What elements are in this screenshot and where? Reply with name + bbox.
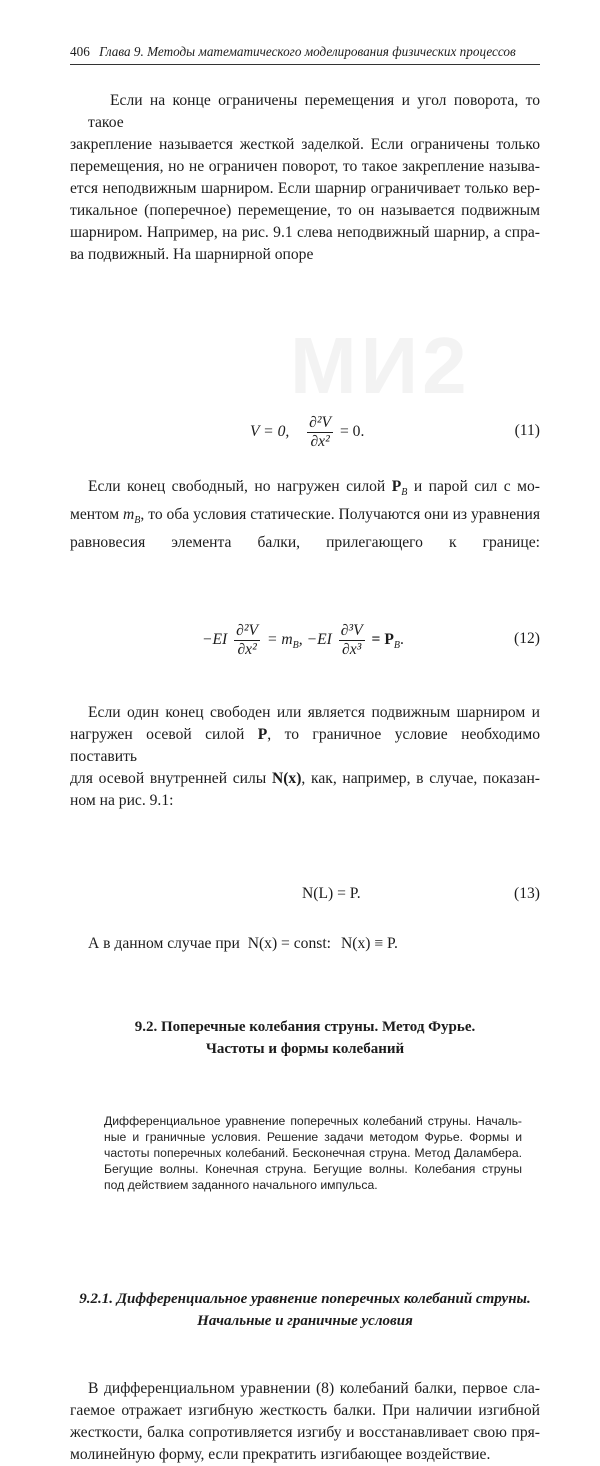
- paragraph-line: ва подвижный. На шарнирной опоре: [70, 246, 314, 263]
- equation-13: [70, 885, 540, 907]
- section-abstract: [104, 1113, 522, 1193]
- page-number: 406: [70, 44, 90, 59]
- subsection-title-line: Начальные и граничные условия: [197, 1313, 413, 1330]
- fraction-denominator: ∂x²: [310, 433, 330, 450]
- symbol-P: P: [391, 478, 402, 495]
- section-title: [70, 1016, 540, 1060]
- equation-body: N(L) = P.: [302, 885, 361, 903]
- eq-right: = 0.: [339, 423, 365, 441]
- paragraph-line: перемещения, но не ограничен поворот, то такое закрепление называ-: [70, 158, 540, 175]
- subsection-title: [70, 1288, 540, 1332]
- paragraph-line: тикальное (поперечное) перемещение, то он называется подвижным: [70, 202, 540, 219]
- equation-number: (11): [514, 422, 540, 439]
- section-title-line: Частоты и формы колебаний: [205, 1041, 405, 1058]
- abstract-line: частоты поперечных колебаний. Бесконечная струна. Метод Даламбера.: [104, 1146, 522, 1161]
- equation-body: −EI $\frac{\text{∂²V}}{\text{∂x²}}$ = $m_B$, −EI $\frac{\text{∂³V}}{\text{∂x³}}$ = $P_B$.: [202, 622, 404, 659]
- paragraph-2: [70, 476, 540, 554]
- paragraph-line: для осевой внутренней силы N(x), как, например, в случае, показан-: [70, 770, 540, 788]
- paragraph-line: В дифференциальном уравнении (8) колебаний балки, первое сла-: [88, 1380, 540, 1398]
- paragraph-line: закрепление называется жесткой заделкой. Если ограничены только: [70, 136, 540, 153]
- equation-11: [70, 414, 540, 454]
- paragraph-line: Если один конец свободен или является подвижным шарниром и: [88, 704, 540, 722]
- symbol-m: m: [123, 506, 135, 524]
- abstract-line: под действием заданного начального импульса.: [104, 1178, 378, 1193]
- section-title-line: 9.2. Поперечные колебания струны. Метод Фурье.: [134, 1019, 476, 1036]
- abstract-line: Бегущие волны. Конечная струна. Бегущие волны. Колебания струны: [104, 1162, 522, 1177]
- paragraph-3: [70, 702, 540, 812]
- paragraph-line: ментом $m_B$, то оба условия статические. Получаются они из уравнения: [70, 506, 540, 527]
- chapter-title: Глава 9. Методы математического моделирования физических процессов: [99, 44, 516, 59]
- paragraph-5: [70, 1378, 540, 1466]
- fraction: [307, 414, 333, 451]
- paragraph-line: Если на конце ограничены перемещения и угол поворота, то такое: [88, 92, 540, 131]
- abstract-line: Дифференциальное уравнение поперечных колебаний струны. Началь-: [104, 1114, 522, 1129]
- paragraph-4: А в данном случае при N(x) = const: N(x) ≡ P.: [88, 935, 398, 953]
- paragraph-line: ется неподвижным шарниром. Если шарнир ограничивает только вер-: [70, 180, 540, 197]
- header-rule: [70, 64, 540, 65]
- eq-left: V = 0,: [250, 423, 290, 441]
- watermark: МИ2: [290, 321, 471, 410]
- equation-number: (13): [514, 885, 540, 903]
- paragraph-line: нагружен осевой силой P, то граничное условие необходимо поставить: [70, 726, 540, 766]
- paragraph-line: гаемое отражает изгибную жесткость балки. При наличии изгибной: [70, 1402, 540, 1420]
- paragraph-line: Если конец свободный, но нагружен силой $P_B$ и парой сил с мо-: [88, 478, 540, 499]
- fraction-numerator: ∂²V: [309, 414, 332, 431]
- abstract-line: ные и граничные условия. Решение задачи методом Фурье. Формы и: [104, 1130, 522, 1145]
- paragraph-line: жесткости, балка сопротивляется изгибу и восстанавливает свою пря-: [70, 1424, 540, 1442]
- fraction: $\frac{\text{∂²V}}{\text{∂x²}}$: [236, 622, 259, 659]
- equation-number: (12): [514, 630, 540, 648]
- equation-12: [70, 622, 540, 662]
- paragraph-line: ном на рис. 9.1:: [70, 792, 174, 810]
- paragraph-line: молинейную форму, если прекратить изгибающее воздействие.: [70, 1446, 491, 1464]
- equation-body: [250, 414, 364, 451]
- fraction: $\frac{\text{∂³V}}{\text{∂x³}}$: [340, 622, 363, 659]
- running-header: [70, 44, 540, 60]
- subsection-title-line: 9.2.1. Дифференциальное уравнение поперечных колебаний струны.: [79, 1291, 531, 1308]
- paragraph-1: [70, 90, 540, 266]
- paragraph-line: равновесия элемента балки, прилегающего к границе:: [70, 534, 540, 552]
- paragraph-line: шарниром. Например, на рис. 9.1 слева неподвижный шарнир, а спра-: [70, 224, 540, 241]
